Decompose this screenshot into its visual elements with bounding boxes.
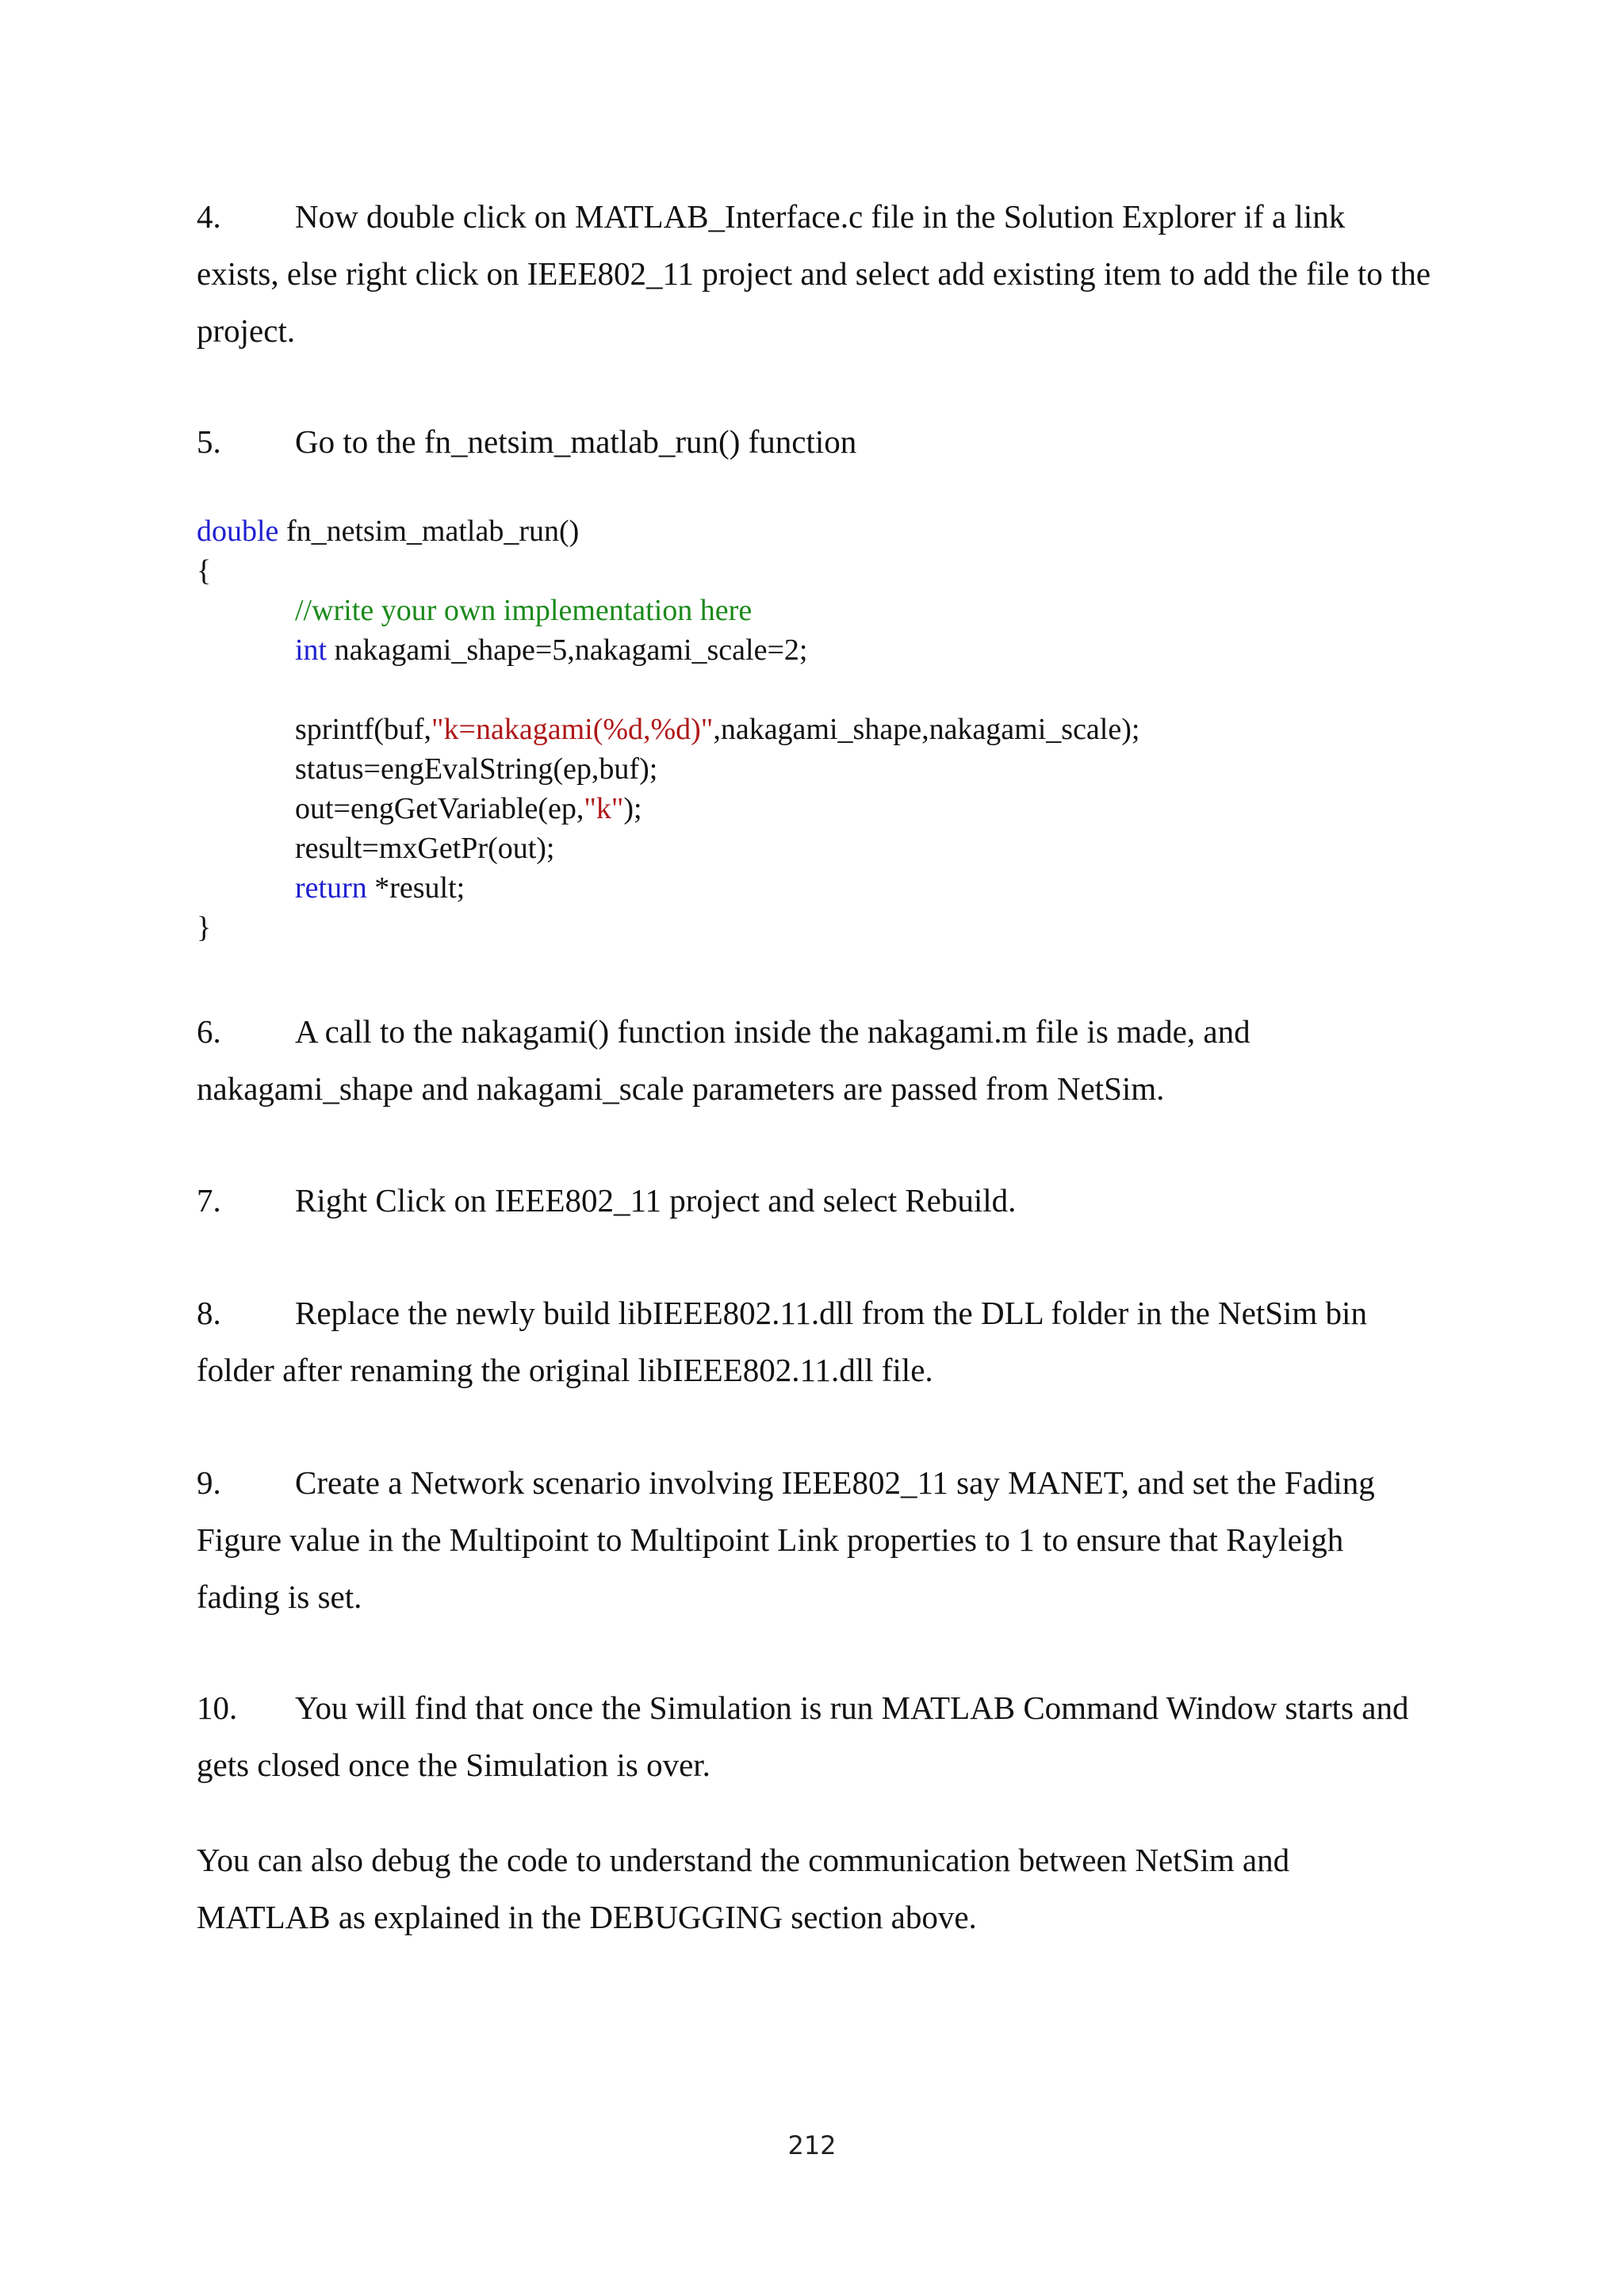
list-item-text-first: Create a Network scenario involving IEEE802_11 say MANET, and set the Fading bbox=[295, 1464, 1375, 1501]
closing-paragraph-line-1: You can also debug the code to understand the communication between NetSim and bbox=[197, 1842, 1290, 1878]
code-keyword: return bbox=[295, 871, 367, 905]
list-item-text-first: Replace the newly build libIEEE802.11.dll from the DLL folder in the NetSim bin bbox=[295, 1295, 1367, 1331]
list-item-number: 4. bbox=[197, 198, 221, 235]
list-item-text-first: Go to the fn_netsim_matlab_run() function bbox=[295, 423, 857, 460]
code-text: ); bbox=[623, 792, 642, 825]
list-item-text-rest: folder after renaming the original libIEEE802.11.dll file. bbox=[197, 1352, 933, 1388]
code-line-sprintf bbox=[197, 710, 1434, 749]
list-item-4 bbox=[197, 188, 1434, 359]
list-item-number: 8. bbox=[197, 1295, 221, 1331]
code-line-comment bbox=[197, 591, 1434, 630]
code-keyword: double bbox=[197, 515, 279, 548]
list-item-8 bbox=[197, 1284, 1434, 1399]
code-block bbox=[197, 511, 1434, 947]
code-line-signature bbox=[197, 511, 1434, 551]
code-line-return bbox=[197, 868, 1434, 908]
list-item-text-first: A call to the nakagami() function inside the nakagami.m file is made, and bbox=[295, 1013, 1251, 1050]
list-item-10 bbox=[197, 1679, 1434, 1793]
list-item-5 bbox=[197, 413, 1434, 470]
list-item-text-rest: nakagami_shape and nakagami_scale parameters are passed from NetSim. bbox=[197, 1070, 1165, 1107]
code-text: out=engGetVariable(ep, bbox=[295, 792, 584, 825]
code-text: ,nakagami_shape,nakagami_scale); bbox=[713, 713, 1140, 746]
list-item-text-first: Now double click on MATLAB_Interface.c file in the Solution Explorer if a link bbox=[295, 198, 1346, 235]
code-line-blank bbox=[197, 670, 1434, 710]
list-item-number: 10. bbox=[197, 1689, 238, 1726]
list-item-number: 5. bbox=[197, 423, 221, 460]
code-text: *result; bbox=[366, 871, 465, 905]
code-line-eval: status=engEvalString(ep,buf); bbox=[295, 752, 658, 786]
closing-paragraph-line-2: MATLAB as explained in the DEBUGGING section above. bbox=[197, 1899, 977, 1935]
list-item-text-rest: Figure value in the Multipoint to Multipoint Link properties to 1 to ensure that Rayleigh fading is set. bbox=[197, 1521, 1344, 1615]
code-keyword: int bbox=[295, 633, 327, 667]
code-line-close-brace: } bbox=[197, 911, 212, 944]
code-line-declaration bbox=[197, 630, 1434, 670]
page-number: 212 bbox=[787, 2130, 837, 2160]
code-comment: //write your own implementation here bbox=[295, 594, 753, 627]
list-item-text-first: You will find that once the Simulation is run MATLAB Command Window starts and bbox=[295, 1689, 1409, 1726]
list-item-text-first: Right Click on IEEE802_11 project and select Rebuild. bbox=[295, 1182, 1017, 1219]
list-item-text-rest: gets closed once the Simulation is over. bbox=[197, 1747, 710, 1783]
code-string: "k" bbox=[584, 792, 624, 825]
code-text: sprintf(buf, bbox=[295, 713, 432, 746]
list-item-9 bbox=[197, 1454, 1434, 1625]
list-item-text-rest: exists, else right click on IEEE802_11 project and select add existing item to add the file to the project. bbox=[197, 255, 1431, 349]
list-item-number: 9. bbox=[197, 1464, 221, 1501]
list-item-6 bbox=[197, 1003, 1434, 1117]
list-item-number: 6. bbox=[197, 1013, 221, 1050]
code-line-result: result=mxGetPr(out); bbox=[295, 832, 555, 865]
code-line-open-brace: { bbox=[197, 554, 212, 587]
code-line-getvar bbox=[197, 789, 1434, 828]
closing-paragraph bbox=[197, 1831, 1434, 1946]
list-item-number: 7. bbox=[197, 1182, 221, 1219]
list-item-7 bbox=[197, 1172, 1434, 1229]
code-string: "k=nakagami(%d,%d)" bbox=[431, 713, 714, 746]
code-text: fn_netsim_matlab_run() bbox=[278, 515, 580, 548]
code-text: nakagami_shape=5,nakagami_scale=2; bbox=[327, 633, 808, 667]
